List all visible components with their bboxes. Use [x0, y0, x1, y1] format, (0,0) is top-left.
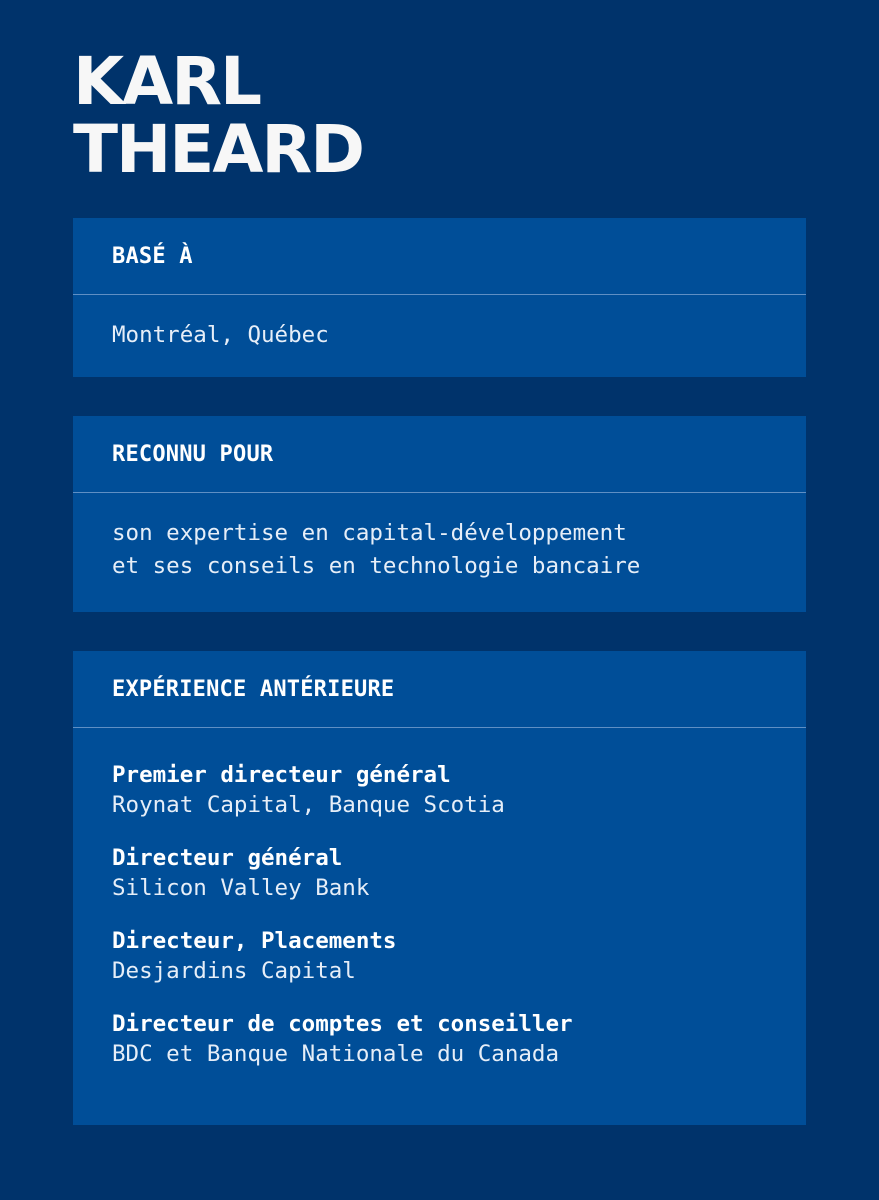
- known-for-line: et ses conseils en technologie bancaire: [112, 553, 641, 579]
- experience-card: [73, 651, 806, 1125]
- known-for-card: [73, 416, 806, 612]
- last-name: THEARD: [73, 111, 364, 188]
- first-name: KARL: [73, 43, 261, 120]
- experience-role: Directeur général: [112, 845, 343, 871]
- known-for-title: RECONNU POUR: [112, 441, 274, 467]
- based-location: Montréal, Québec: [112, 322, 329, 348]
- known-for-card-body: [73, 493, 806, 583]
- experience-company: Silicon Valley Bank: [112, 875, 370, 901]
- experience-title: EXPÉRIENCE ANTÉRIEURE: [112, 676, 395, 702]
- experience-role: Directeur de comptes et conseiller: [112, 1011, 573, 1037]
- based-card: [73, 218, 806, 377]
- experience-company: Roynat Capital, Banque Scotia: [112, 792, 505, 818]
- known-for-card-header: [73, 416, 806, 493]
- based-card-body: [73, 295, 806, 352]
- experience-item: [112, 1009, 806, 1069]
- experience-item: [112, 760, 806, 820]
- experience-role: Directeur, Placements: [112, 928, 397, 954]
- profile-name: [73, 43, 364, 188]
- experience-company: Desjardins Capital: [112, 958, 356, 984]
- experience-role: Premier directeur général: [112, 762, 451, 788]
- experience-card-body: [73, 728, 806, 1069]
- experience-card-header: [73, 651, 806, 728]
- known-for-line: son expertise en capital-développement: [112, 520, 627, 546]
- experience-item: [112, 926, 806, 986]
- experience-company: BDC et Banque Nationale du Canada: [112, 1041, 560, 1067]
- based-card-header: [73, 218, 806, 295]
- based-title: BASÉ À: [112, 243, 193, 269]
- experience-item: [112, 843, 806, 903]
